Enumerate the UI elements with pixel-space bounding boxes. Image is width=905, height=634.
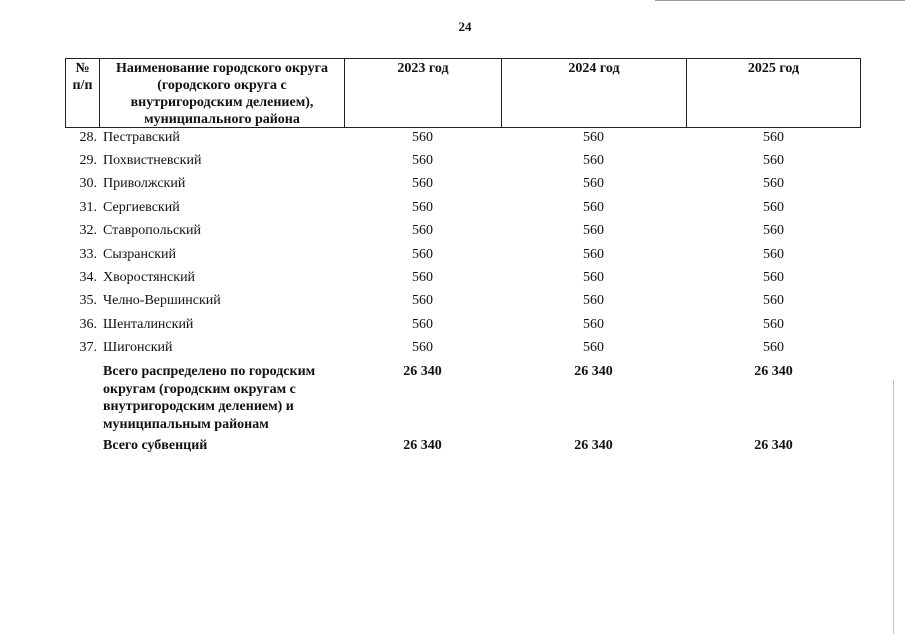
- header-name-line: внутригородским делением),: [130, 95, 314, 110]
- row-name: Сергиевский: [103, 199, 180, 215]
- total-distributed-2024: 26 340: [574, 364, 613, 380]
- table-row: [65, 129, 861, 152]
- row-number: 37.: [79, 340, 97, 356]
- header-name-line: (городского округа с: [157, 78, 287, 93]
- header-2023: 2023 год: [344, 59, 501, 127]
- total-subventions-2024: 26 340: [574, 438, 613, 454]
- row-2025: 560: [763, 293, 784, 309]
- row-2023: 560: [412, 246, 433, 262]
- row-2025: 560: [763, 246, 784, 262]
- row-2024: 560: [583, 129, 604, 145]
- table-row: [65, 152, 861, 175]
- row-name: Шигонский: [103, 340, 173, 356]
- header-name-line: Наименование городского округа: [116, 61, 328, 76]
- row-2024: 560: [583, 199, 604, 215]
- row-2023: 560: [412, 176, 433, 192]
- total-distributed-2023: 26 340: [403, 364, 442, 380]
- total-distributed-2025: 26 340: [754, 364, 793, 380]
- row-name: Челно-Вершинский: [103, 293, 221, 309]
- header-number-line: №: [75, 61, 90, 76]
- row-2024: 560: [583, 223, 604, 239]
- total-subventions-row: [65, 437, 861, 455]
- total-subventions-2023: 26 340: [403, 438, 442, 454]
- row-number: 33.: [79, 246, 97, 262]
- header-name-line: муниципального района: [144, 112, 300, 127]
- total-subventions-2025: 26 340: [754, 438, 793, 454]
- row-2024: 560: [583, 340, 604, 356]
- row-2023: 560: [412, 269, 433, 285]
- row-2024: 560: [583, 246, 604, 262]
- row-name: Хворостянский: [103, 269, 196, 285]
- table-row: [65, 269, 861, 292]
- table-row: [65, 316, 861, 339]
- row-name: Сызранский: [103, 246, 176, 262]
- table-row: [65, 292, 861, 315]
- row-number: 28.: [79, 129, 97, 145]
- scan-artifact-line: [893, 380, 894, 634]
- row-2023: 560: [412, 340, 433, 356]
- total-distributed-label-line: Всего распределено по городским: [103, 364, 316, 380]
- row-name: Пестравский: [103, 129, 180, 145]
- row-number: 35.: [79, 293, 97, 309]
- total-distributed-label-line: внутригородским делением) и: [103, 399, 294, 415]
- table-row: [65, 246, 861, 269]
- header-number: [66, 59, 99, 127]
- row-number: 36.: [79, 316, 97, 332]
- scan-artifact-line: [655, 0, 905, 1]
- row-name: Шенталинский: [103, 316, 194, 332]
- header-number-line: п/п: [72, 78, 93, 93]
- table-row: [65, 222, 861, 245]
- row-2023: 560: [412, 293, 433, 309]
- row-2023: 560: [412, 152, 433, 168]
- total-distributed-label-line: округам (городским округам с: [103, 381, 296, 397]
- row-2023: 560: [412, 223, 433, 239]
- row-2025: 560: [763, 152, 784, 168]
- row-2024: 560: [583, 152, 604, 168]
- row-2025: 560: [763, 129, 784, 145]
- row-number: 30.: [79, 176, 97, 192]
- row-2025: 560: [763, 199, 784, 215]
- total-distributed-label: [103, 363, 343, 433]
- row-2023: 560: [412, 129, 433, 145]
- row-2025: 560: [763, 176, 784, 192]
- table-header: [65, 58, 861, 128]
- header-name: [99, 59, 344, 127]
- total-distributed-label-line: муниципальным районам: [103, 416, 269, 432]
- table-row: [65, 199, 861, 222]
- row-2023: 560: [412, 316, 433, 332]
- table-row: [65, 175, 861, 198]
- row-2024: 560: [583, 316, 604, 332]
- row-2025: 560: [763, 340, 784, 356]
- total-subventions-label: Всего субвенций: [103, 438, 208, 454]
- row-number: 32.: [79, 223, 97, 239]
- row-number: 31.: [79, 199, 97, 215]
- row-name: Ставропольский: [103, 223, 201, 239]
- page-number: 24: [458, 19, 472, 34]
- row-number: 29.: [79, 152, 97, 168]
- row-number: 34.: [79, 269, 97, 285]
- row-name: Приволжский: [103, 176, 186, 192]
- total-distributed-row: [65, 363, 861, 433]
- table-row: [65, 339, 861, 362]
- row-name: Похвистневский: [103, 152, 202, 168]
- row-2025: 560: [763, 269, 784, 285]
- row-2025: 560: [763, 223, 784, 239]
- header-2025: 2025 год: [686, 59, 860, 127]
- row-2024: 560: [583, 293, 604, 309]
- row-2025: 560: [763, 316, 784, 332]
- row-2023: 560: [412, 199, 433, 215]
- row-2024: 560: [583, 269, 604, 285]
- header-2024: 2024 год: [501, 59, 686, 127]
- row-2024: 560: [583, 176, 604, 192]
